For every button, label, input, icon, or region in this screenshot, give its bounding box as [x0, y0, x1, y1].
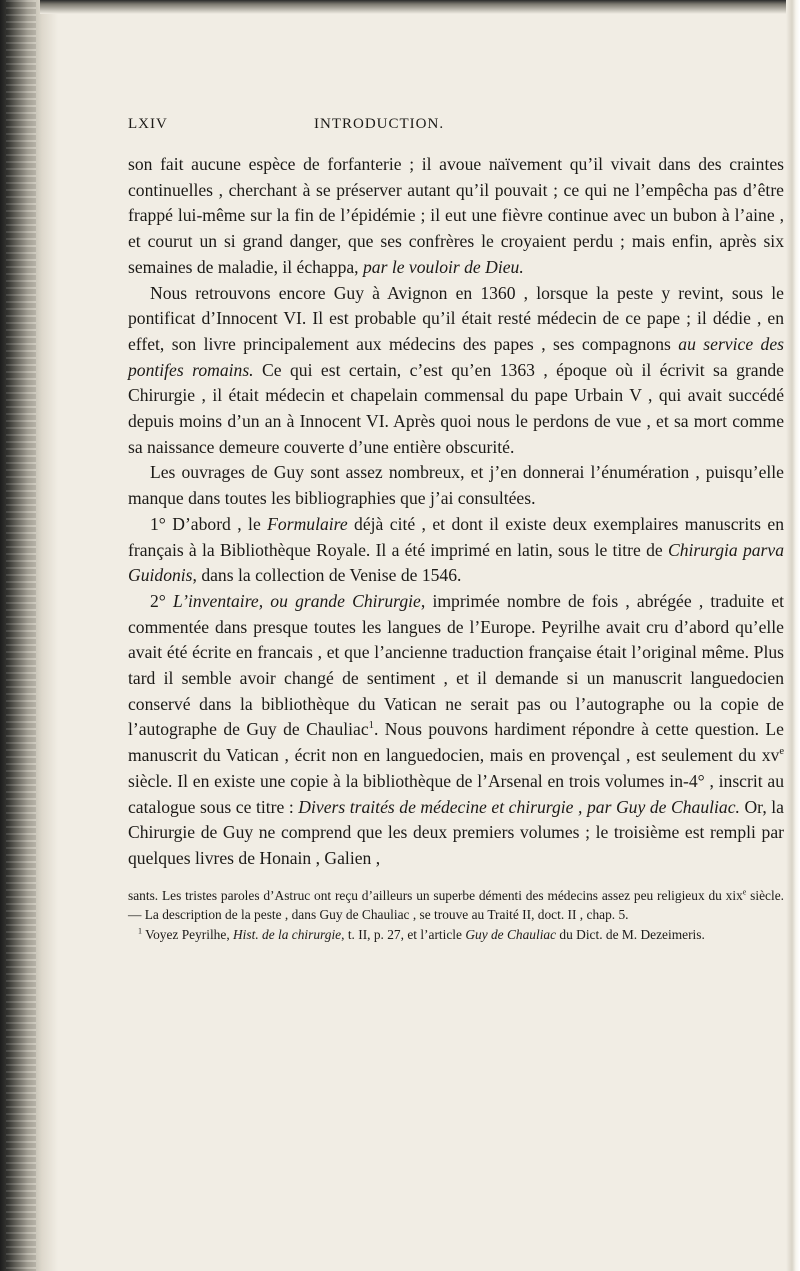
text-run: 1° D’abord , le [150, 513, 268, 534]
superscript-text: 1 [368, 720, 374, 732]
page-content [128, 116, 796, 944]
text-run: , t. II, p. 27, et l’article [341, 926, 466, 942]
book-spine-shadow [0, 0, 58, 1271]
superscript-text: e [742, 887, 747, 897]
paragraph [128, 281, 784, 461]
text-run: , imprimée nombre de fois , abrégée , traduite et commentée dans presque toutes les langues de l’Europe. Peyrilhe avait cru d’abord qu’elle avait été écrite en francais , et que l’ancienne traduction française était l’original même. Plus tard il semble avoir changé de sentiment , et il demande si un manuscrit languedocien conservé dans la bibliothèque du Vatican ne serait pas ou l’autographe ou la copie de l’autographe de Guy de Chauliac [128, 590, 785, 740]
footnotes [128, 886, 784, 945]
text-run: 2° [150, 590, 174, 611]
top-page-edge [40, 0, 800, 14]
italic-text: L’inventaire, ou grande Chirurgie [173, 590, 421, 611]
page-header [128, 116, 796, 140]
paragraph [128, 512, 784, 589]
paragraph [128, 589, 784, 872]
paragraph [128, 460, 784, 511]
superscript-text: 1 [138, 926, 143, 936]
body-text [128, 152, 784, 872]
text-run: Voyez Peyrilhe, [142, 926, 234, 942]
text-run: Or, la Chirurgie de Guy ne comprend que les deux premiers volumes ; le troisième est rempli par quelques livres de Honain , Galien , [128, 796, 784, 868]
text-run: déjà cité , et dont il existe deux exemplaires manuscrits en français à la Bibliothèque Royale. Il a été imprimé en latin, sous le titre de [128, 513, 784, 560]
text-run: , dans la collection de Venise de 1546. [192, 565, 462, 586]
spine-texture [6, 0, 36, 1271]
italic-text: Guy de Chauliac [465, 926, 557, 942]
running-head: INTRODUCTION. [314, 116, 445, 132]
italic-text: Formulaire [267, 513, 348, 534]
italic-text: par le vouloir de Dieu. [362, 256, 524, 277]
italic-text: Hist. de la chirurgie [233, 926, 342, 942]
text-run: siècle. — La description de la peste , dans Guy de Chauliac , se trouve au Traité II, doct. II , chap. 5. [128, 887, 784, 923]
text-run: Les ouvrages de Guy sont assez nombreux, et j’en donnerai l’énumération , puisqu’elle manque dans toutes les bibliographies que j’ai consultées. [128, 462, 784, 509]
text-run: siècle. Il en existe une copie à la bibliothèque de l’Arsenal en trois volumes in-4° , inscrit au catalogue sous ce titre : [128, 770, 784, 817]
text-run: son fait aucune espèce de forfanterie ; il avoue naïvement qu’il vivait dans des craintes continuelles , cherchant à se préserver autant qu’il pouvait ; ce qui ne l’empêcha pas d’être frappé lui-même sur la fin de l’épidémie ; il eut une fièvre continue avec un bubon à l’aine , et courut un si grand danger, que ses confrères le croyaient perdu ; mais enfin, après six semaines de maladie, il échappa, [128, 154, 784, 277]
page-number: LXIV [128, 116, 168, 132]
paragraph [128, 152, 784, 281]
italic-text: au service des pontifes romains. [128, 333, 784, 380]
text-run: . Nous pouvons hardiment répondre à cette question. Le manuscrit du Vatican , écrit non en languedocien, mais en provençal , est seulement du xv [128, 719, 784, 766]
footnote [128, 925, 784, 945]
text-run: sants. Les tristes paroles d’Astruc ont reçu d’ailleurs un superbe démenti des médecins assez peu religieux du xix [128, 887, 743, 903]
text-run: Ce qui est certain, c’est qu’en 1363 , époque où il écrivit sa grande Chirurgie , il était médecin et chapelain commensal du pape Urbain V , qui avait succédé depuis moins d’un an à Innocent VI. Après quoi nous le perdons de vue , et sa mort comme sa naissance demeure couverte d’une entière obscurité. [128, 359, 784, 457]
text-run: du Dict. de M. Dezeimeris. [556, 926, 705, 942]
italic-text: Chirurgia parva Guidonis [128, 539, 785, 586]
footnote [128, 886, 784, 925]
italic-text: Divers traités de médecine et chirurgie , par Guy de Chauliac. [298, 796, 740, 817]
text-run: Nous retrouvons encore Guy à Avignon en 1360 , lorsque la peste y revint, sous le pontificat d’Innocent VI. Il est probable qu’il était resté médecin de ce pape ; il dédie , en effet, son livre principalement aux médecins des papes , ses compagnons [128, 282, 784, 354]
superscript-text: e [779, 746, 784, 758]
